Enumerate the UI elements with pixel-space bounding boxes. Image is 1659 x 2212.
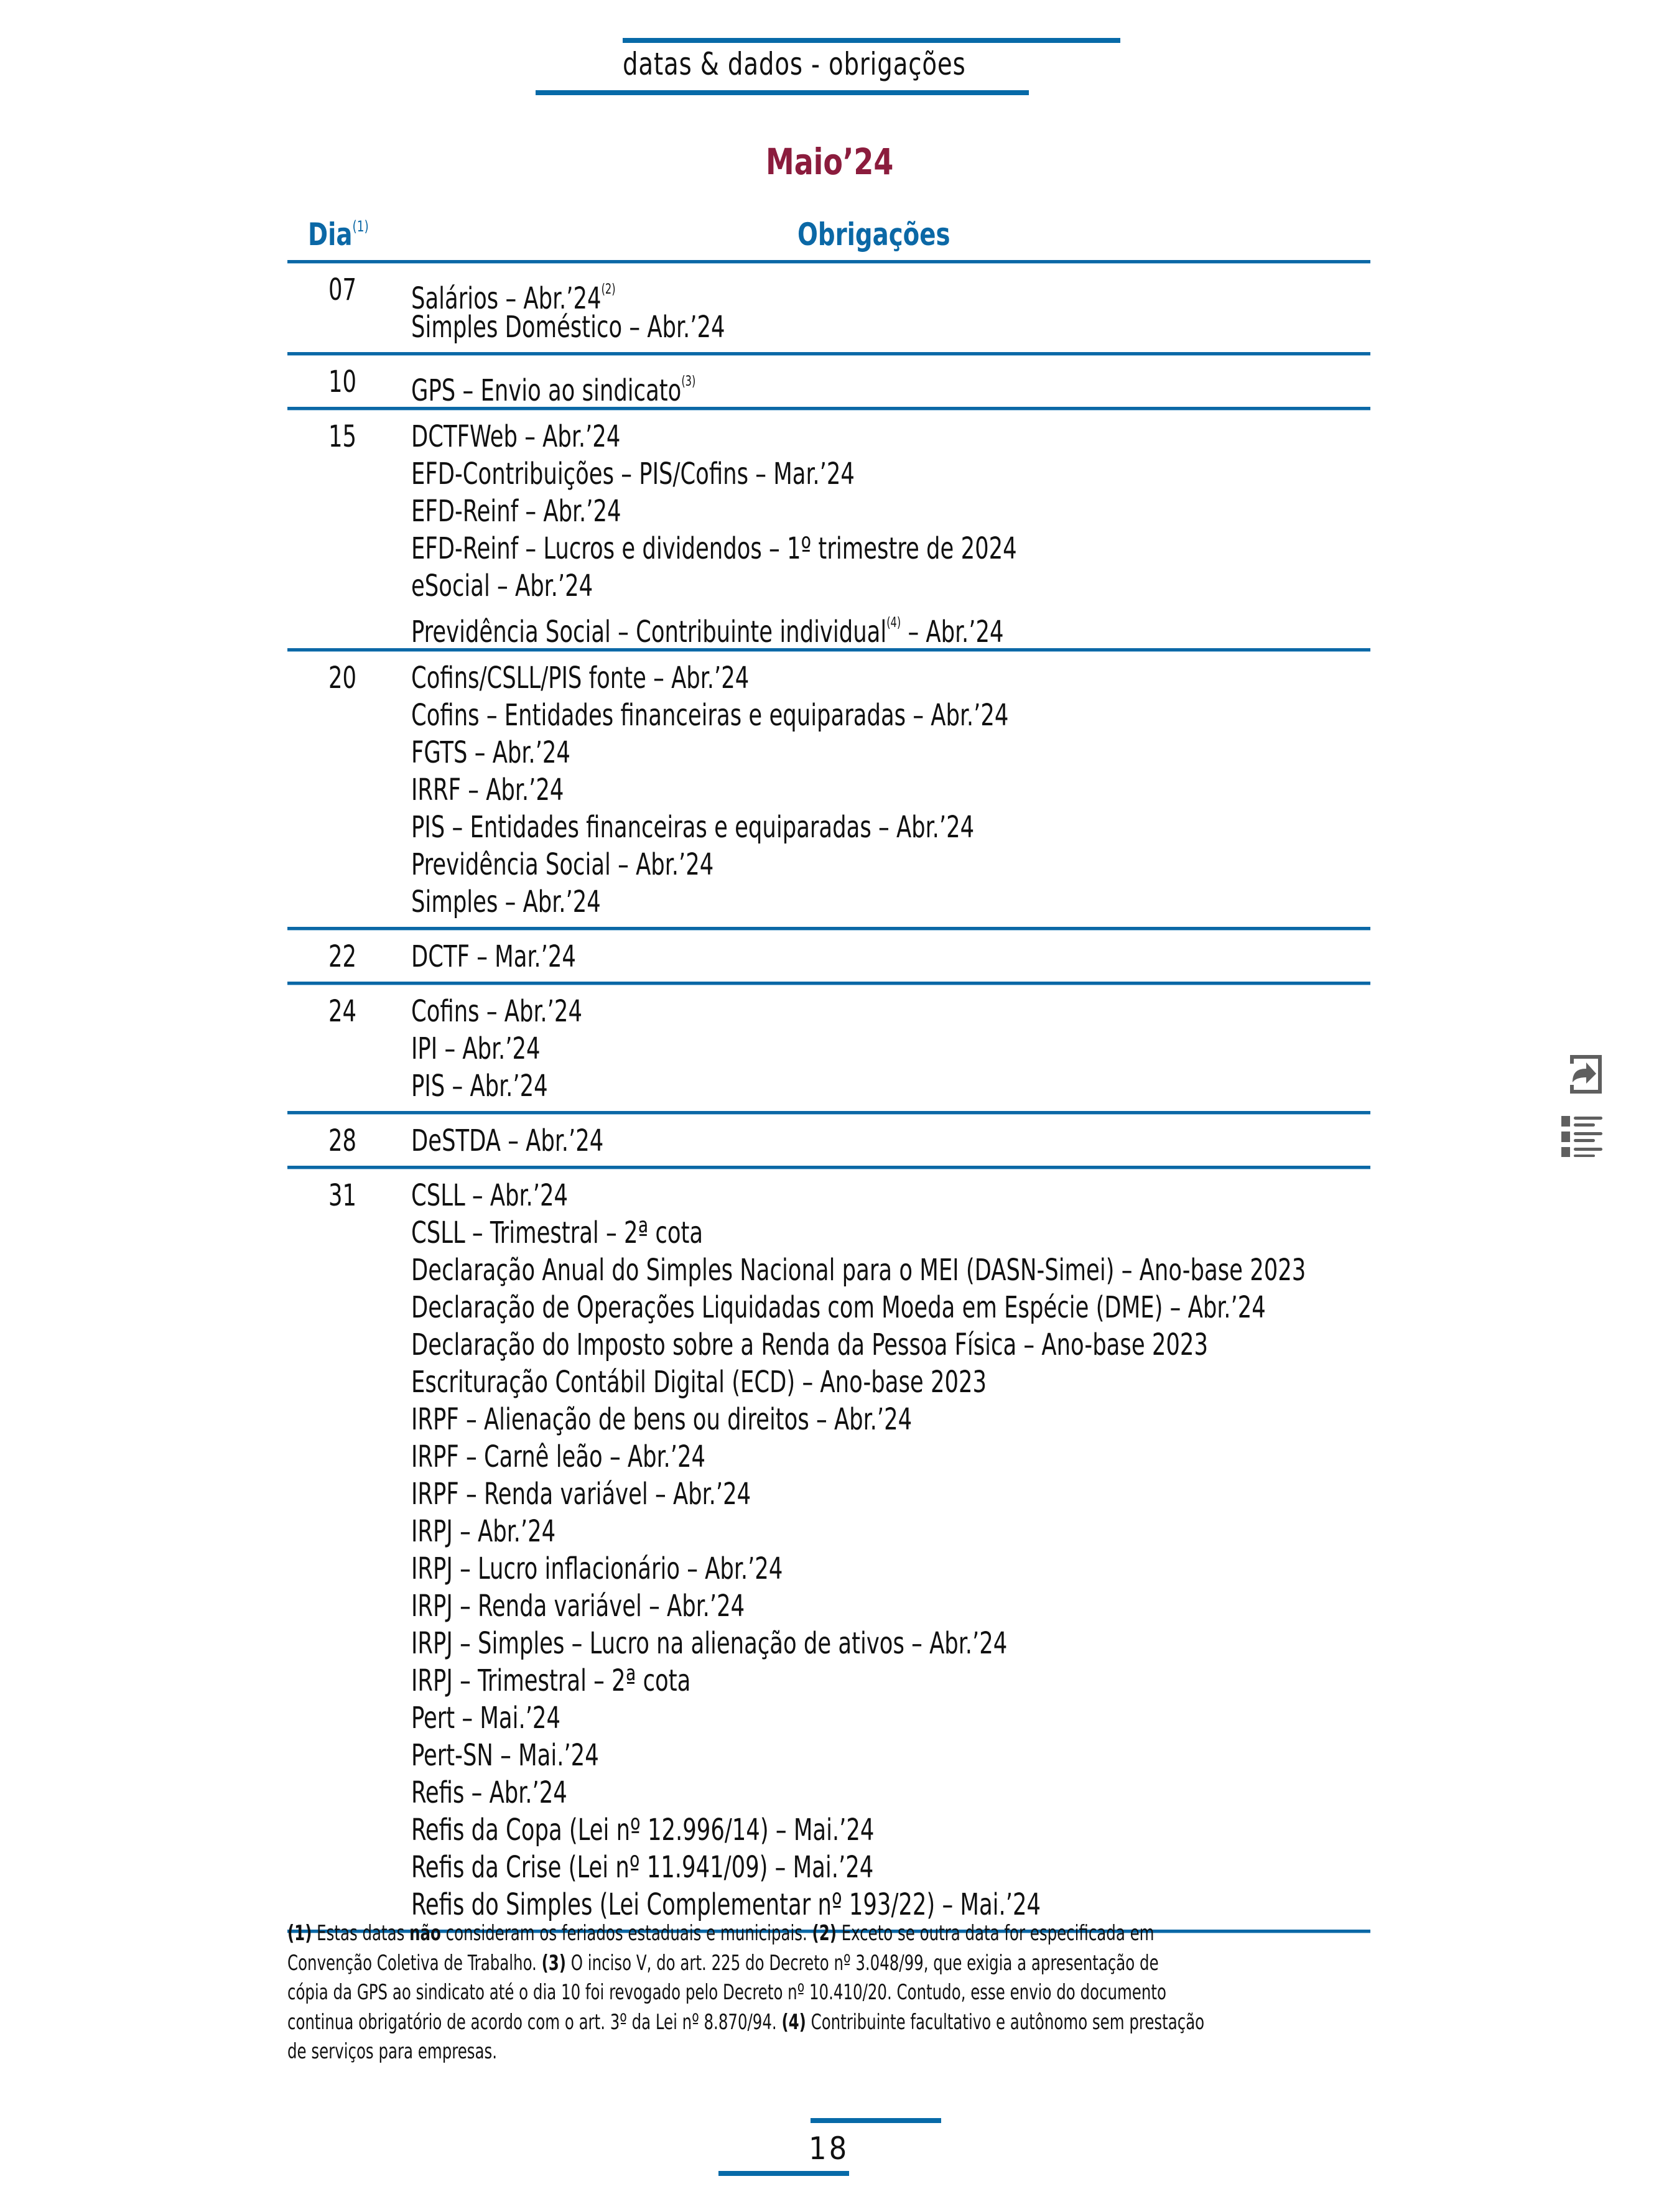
obligation-item [411,1067,1197,1105]
day-cell: 28 [328,1123,357,1158]
obligation-text: DCTF – Mar.’24 [411,939,576,974]
obligation-item [411,734,1197,771]
obligation-text: FGTS – Abr.’24 [411,735,570,770]
obligation-item [411,1849,1197,1886]
obligation-item [411,455,1197,493]
obligation-text: Pert-SN – Mai.’24 [411,1738,599,1773]
obligation-item [411,1252,1306,1289]
obligation-text: Refis da Crise (Lei nº 11.941/09) – Mai.’24 [411,1850,874,1885]
day-cell: 07 [328,272,357,307]
table-row-group [287,652,1370,927]
obligation-item [411,1289,1266,1326]
header-rule-top [623,38,1120,43]
month-title-text: Maio’24 [765,141,894,183]
table-row-group [287,356,1370,407]
obligation-item [411,809,1197,846]
day-cell: 22 [328,939,357,974]
obligations-cell [411,938,1370,975]
footnote-emphasis: (2) [812,1921,837,1946]
footnotes [287,1919,1370,2067]
page-number: 18 [809,2131,850,2167]
footnote-ref: (4) [886,615,901,631]
obligation-item [411,363,1197,408]
obligation-text: eSocial – Abr.’24 [411,569,593,603]
obligations-cell [411,1177,1370,1923]
obligation-item [411,771,1197,809]
obligation-item [411,1177,1197,1214]
obligation-item [411,1811,1197,1849]
column-header-obligations: Obrigações [797,216,950,253]
footnote-line [287,1978,1166,2008]
obligations-cell [411,659,1370,921]
footnote-line [287,1919,1154,1949]
obligation-text: Pert – Mai.’24 [411,1701,560,1736]
obligation-item [411,605,1197,649]
obligation-item [411,1699,1197,1737]
obligation-text: IRPF – Alienação de bens ou direitos – Abr.’24 [411,1402,913,1437]
obligation-text: CSLL – Abr.’24 [411,1178,569,1213]
obligation-text: Refis do Simples (Lei Complementar nº 193/22) – Mai.’24 [411,1887,1041,1922]
obligation-item [411,846,1197,883]
table-header [287,211,1370,260]
header-rule-bottom [536,90,1029,95]
footnote-text: Convenção Coletiva de Trabalho. [287,1950,542,1976]
obligation-text: IRPJ – Trimestral – 2ª cota [411,1663,691,1698]
table-row-group [287,1169,1370,1930]
obligation-text: EFD-Reinf – Lucros e dividendos – 1º trimestre de 2024 [411,531,1017,566]
obligation-text: Declaração Anual do Simples Nacional para o MEI (DASN-Simei) – Ano-base 2023 [411,1253,1306,1288]
obligations-cell [411,993,1370,1105]
obligation-item [411,1587,1197,1625]
obligations-cell [411,418,1370,649]
obligation-item [411,1625,1197,1662]
obligation-text: Declaração do Imposto sobre a Renda da Pessoa Física – Ano-base 2023 [411,1327,1208,1362]
footnote-ref: (1) [352,218,369,235]
footnote-text: Exceto se outra data for especificada em [836,1921,1155,1946]
obligation-text: Previdência Social – Abr.’24 [411,847,714,882]
day-cell: 31 [328,1178,357,1213]
obligation-item [411,567,1197,605]
obligation-item [411,1513,1197,1550]
obligation-text: DCTFWeb – Abr.’24 [411,419,621,454]
obligation-item [411,309,1197,346]
obligation-item [411,493,1197,530]
obligation-text: Cofins – Abr.’24 [411,994,582,1029]
table-row-group [287,985,1370,1111]
export-icon[interactable] [1560,1053,1604,1096]
obligation-item [411,1475,1197,1513]
obligation-item [411,1030,1197,1067]
table-body [287,264,1370,1933]
column-header-day-label: Dia [308,216,353,253]
footnote-ref: (3) [681,374,696,389]
footnote-emphasis: (4) [781,2009,806,2035]
obligation-item [411,1550,1197,1587]
obligation-item [411,938,1197,975]
obligation-text: Simples Doméstico – Abr.’24 [411,310,725,345]
obligation-item [411,1401,1197,1438]
obligation-item [411,1122,1197,1159]
obligation-text: IRPJ – Simples – Lucro na alienação de ativos – Abr.’24 [411,1626,1008,1661]
obligation-text: IPI – Abr.’24 [411,1031,541,1066]
obligation-text: Escrituração Contábil Digital (ECD) – Ano-base 2023 [411,1365,987,1400]
month-title [0,141,1659,183]
obligation-item [411,1326,1208,1364]
footnote-text: de serviços para empresas. [287,2039,498,2064]
obligation-item [411,659,1197,697]
obligation-item [411,1438,1197,1475]
obligation-item [411,993,1197,1030]
obligation-text: CSLL – Trimestral – 2ª cota [411,1215,704,1250]
obligation-item [411,1364,1197,1401]
obligation-item [411,1214,1197,1252]
obligation-item [411,271,1197,316]
day-cell: 24 [328,994,357,1029]
footnote-text: continua obrigatório de acordo com o art. 3º da Lei nº 8.870/94. [287,2009,782,2035]
obligation-text: Simples – Abr.’24 [411,885,601,919]
obligation-text: Declaração de Operações Liquidadas com Moeda em Espécie (DME) – Abr.’24 [411,1290,1266,1325]
footnote-text: consideram os feriados estaduais e municipais. [440,1921,812,1946]
obligation-text: IRPF – Carnê leão – Abr.’24 [411,1439,706,1474]
obligation-item [411,1886,1197,1923]
footnote-ref: (2) [601,282,616,297]
obligation-text: DeSTDA – Abr.’24 [411,1123,604,1158]
obligation-text: IRPJ – Lucro inflacionário – Abr.’24 [411,1551,783,1586]
page-number-rule-top [811,2118,941,2123]
obligation-text: GPS – Envio ao sindicato [411,373,682,408]
table-row-group [287,1115,1370,1166]
obligation-text: Previdência Social – Contribuinte individual [411,615,887,649]
obligation-item [411,1662,1197,1699]
obligation-item [411,418,1197,455]
footnote-line [287,2008,1205,2038]
section-title: datas & dados - obrigações [623,46,966,82]
obligation-text: PIS – Abr.’24 [411,1069,548,1104]
obligation-item [411,1737,1197,1774]
obligation-item [411,530,1197,567]
column-header-day [308,216,369,253]
obligation-text: IRPF – Renda variável – Abr.’24 [411,1477,751,1512]
footnote-text: cópia da GPS ao sindicato até o dia 10 foi revogado pelo Decreto nº 10.410/20. Contudo, esse envio do documento [287,1980,1166,2005]
obligation-text: Refis – Abr.’24 [411,1775,567,1810]
footnote-emphasis: (1) [287,1921,312,1946]
page-number-rule-bottom [718,2171,849,2176]
obligation-text-suffix: – Abr.’24 [901,615,1004,649]
obligations-cell [411,271,1370,346]
obligations-cell [411,1122,1370,1159]
footnote-emphasis: não [409,1921,441,1946]
table-row-group [287,931,1370,982]
day-cell: 20 [328,661,357,695]
table-row-group [287,264,1370,352]
footnote-text: Contribuinte facultativo e autônomo sem prestação [806,2009,1205,2035]
footnote-text: O inciso V, do art. 225 do Decreto nº 3.048/99, que exigia a apresentação de [566,1950,1159,1976]
obligation-text: EFD-Reinf – Abr.’24 [411,494,621,529]
obligation-text: IRPJ – Abr.’24 [411,1514,556,1549]
obligation-text: PIS – Entidades financeiras e equiparadas – Abr.’24 [411,810,975,845]
footnote-emphasis: (3) [541,1950,566,1976]
obligation-item [411,883,1197,921]
table-of-contents-icon[interactable] [1560,1113,1604,1157]
obligation-text: Cofins – Entidades financeiras e equiparadas – Abr.’24 [411,698,1009,733]
day-cell: 15 [328,419,357,454]
obligation-text: Salários – Abr.’24 [411,281,602,316]
day-cell: 10 [328,365,357,399]
footnote-line [287,2037,1154,2067]
obligation-item [411,1774,1197,1811]
obligation-item [411,697,1197,734]
obligation-text: Cofins/CSLL/PIS fonte – Abr.’24 [411,661,750,695]
table-row-group [287,411,1370,648]
obligations-cell [411,363,1370,408]
footnote-text: Estas datas [312,1921,410,1946]
obligation-text: Refis da Copa (Lei nº 12.996/14) – Mai.’24 [411,1813,875,1847]
obligations-table [287,211,1370,1933]
obligation-text: IRRF – Abr.’24 [411,773,564,807]
obligation-text: EFD-Contribuições – PIS/Cofins – Mar.’24 [411,457,855,491]
obligation-text: IRPJ – Renda variável – Abr.’24 [411,1589,745,1624]
footnote-line [287,1949,1159,1979]
